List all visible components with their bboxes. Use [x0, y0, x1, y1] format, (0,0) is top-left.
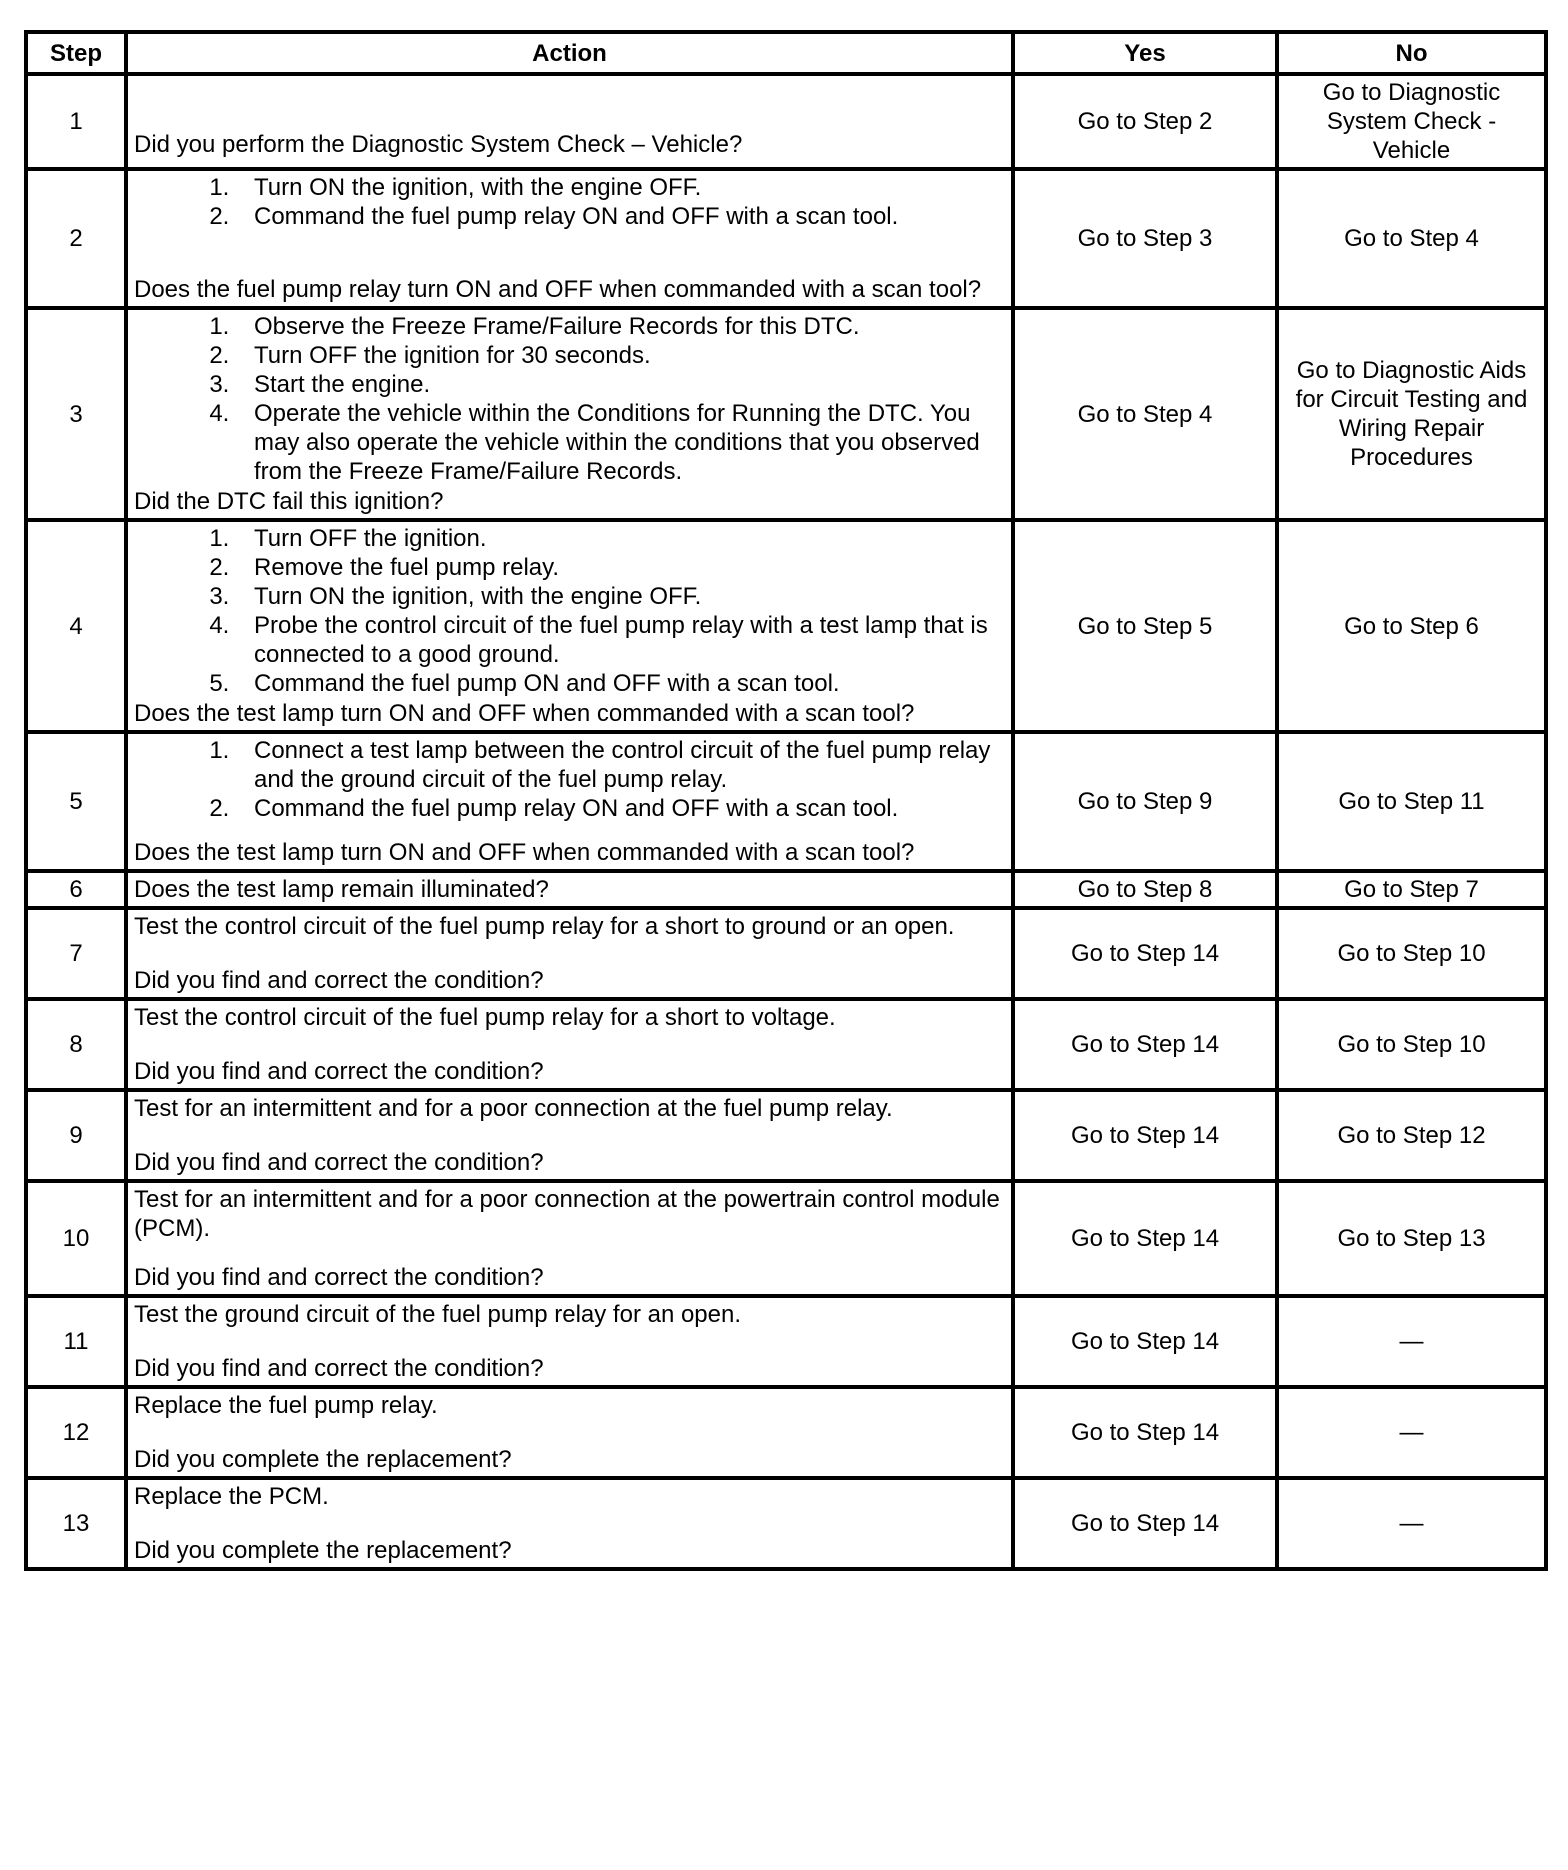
no-result: — [1277, 1478, 1546, 1569]
procedure-list [134, 524, 1005, 698]
action-content [134, 1003, 1005, 1086]
action-cell [126, 999, 1013, 1090]
yes-result: Go to Step 3 [1013, 169, 1277, 308]
action-cell [126, 74, 1013, 169]
action-cell [126, 732, 1013, 871]
action-question: Did you complete the replacement? [134, 1446, 512, 1473]
procedure-step: 2. Remove the fuel pump relay. [236, 553, 1005, 582]
action-content [134, 1482, 1005, 1565]
yes-result: Go to Step 5 [1013, 520, 1277, 732]
procedure-step: 1. Turn ON the ignition, with the engine OFF. [236, 173, 1005, 202]
header-row [26, 32, 1546, 74]
action-instructions [134, 736, 1005, 823]
action-instructions [134, 1300, 1005, 1329]
action-cell [126, 908, 1013, 999]
action-cell [126, 1090, 1013, 1181]
procedure-step: 4. Operate the vehicle within the Conditions for Running the DTC. You may also operate the vehicle within the conditions that you observed from the Freeze Frame/Failure Records. [236, 399, 1005, 486]
step-number: 2 [26, 169, 126, 308]
header-no: No [1277, 32, 1546, 74]
action-intro: Test for an intermittent and for a poor connection at the powertrain control module (PCM). [134, 1186, 1000, 1242]
step-number: 4 [26, 520, 126, 732]
step-number: 13 [26, 1478, 126, 1569]
yes-result: Go to Step 14 [1013, 1387, 1277, 1478]
no-result: Go to Step 13 [1277, 1181, 1546, 1296]
action-content [134, 312, 1005, 516]
action-instructions [134, 1094, 1005, 1123]
table-row [26, 520, 1546, 732]
table-row [26, 1387, 1546, 1478]
no-result: Go to Step 4 [1277, 169, 1546, 308]
step-number: 9 [26, 1090, 126, 1181]
procedure-step: 1. Observe the Freeze Frame/Failure Records for this DTC. [236, 312, 1005, 341]
action-cell [126, 520, 1013, 732]
action-intro: Replace the fuel pump relay. [134, 1392, 438, 1419]
action-question: Did you find and correct the condition? [134, 1355, 544, 1382]
step-number: 7 [26, 908, 126, 999]
action-instructions [134, 1482, 1005, 1511]
table-row [26, 871, 1546, 908]
yes-result: Go to Step 2 [1013, 74, 1277, 169]
step-number: 8 [26, 999, 126, 1090]
action-instructions [134, 912, 1005, 941]
yes-result: Go to Step 14 [1013, 999, 1277, 1090]
step-number: 11 [26, 1296, 126, 1387]
action-cell [126, 871, 1013, 908]
yes-result: Go to Step 14 [1013, 1296, 1277, 1387]
table-row [26, 908, 1546, 999]
yes-result: Go to Step 9 [1013, 732, 1277, 871]
action-content [134, 85, 1005, 159]
action-question: Did you perform the Diagnostic System Check – Vehicle? [134, 130, 743, 158]
action-question: Did you find and correct the condition? [134, 1264, 544, 1291]
no-result: Go to Step 10 [1277, 999, 1546, 1090]
yes-result: Go to Step 14 [1013, 1090, 1277, 1181]
procedure-step: 5. Command the fuel pump ON and OFF with a scan tool. [236, 669, 1005, 698]
yes-result: Go to Step 14 [1013, 1181, 1277, 1296]
action-content [134, 875, 1005, 904]
table-row [26, 1090, 1546, 1181]
yes-result: Go to Step 4 [1013, 308, 1277, 520]
action-intro: Test the ground circuit of the fuel pump relay for an open. [134, 1301, 742, 1328]
action-intro: Test the control circuit of the fuel pump relay for a short to ground or an open. [134, 913, 955, 940]
procedure-step: 1. Turn OFF the ignition. [236, 524, 1005, 553]
procedure-step: 4. Probe the control circuit of the fuel pump relay with a test lamp that is connected to a good ground. [236, 611, 1005, 669]
action-cell [126, 308, 1013, 520]
action-content [134, 1391, 1005, 1474]
step-number: 12 [26, 1387, 126, 1478]
no-result: Go to Step 6 [1277, 520, 1546, 732]
header-action: Action [126, 32, 1013, 74]
action-question: Did you complete the replacement? [134, 1537, 512, 1564]
action-question: Did you find and correct the condition? [134, 967, 544, 994]
step-number: 6 [26, 871, 126, 908]
header-step: Step [26, 32, 126, 74]
table-row [26, 1478, 1546, 1569]
procedure-step: 3. Start the engine. [236, 370, 1005, 399]
no-result: Go to Step 11 [1277, 732, 1546, 871]
step-number: 10 [26, 1181, 126, 1296]
step-number: 1 [26, 74, 126, 169]
action-cell [126, 169, 1013, 308]
action-question: Does the test lamp turn ON and OFF when commanded with a scan tool? [134, 700, 915, 727]
yes-result: Go to Step 14 [1013, 1478, 1277, 1569]
header-yes: Yes [1013, 32, 1277, 74]
action-cell [126, 1387, 1013, 1478]
table-row [26, 169, 1546, 308]
no-result: Go to Step 7 [1277, 871, 1546, 908]
action-instructions [134, 524, 1005, 698]
table-row [26, 732, 1546, 871]
procedure-list [134, 736, 1005, 823]
table-row [26, 74, 1546, 169]
action-cell [126, 1181, 1013, 1296]
action-content [134, 524, 1005, 728]
action-question: Did you find and correct the condition? [134, 1058, 544, 1085]
step-number: 5 [26, 732, 126, 871]
no-result: Go to Step 12 [1277, 1090, 1546, 1181]
action-instructions [134, 1003, 1005, 1032]
action-question: Did the DTC fail this ignition? [134, 488, 444, 515]
procedure-step: 1. Connect a test lamp between the control circuit of the fuel pump relay and the ground circuit of the fuel pump relay. [236, 736, 1005, 794]
action-content [134, 173, 1005, 304]
action-question: Does the fuel pump relay turn ON and OFF when commanded with a scan tool? [134, 276, 982, 303]
action-question: Does the test lamp remain illuminated? [134, 876, 549, 903]
procedure-step: 3. Turn ON the ignition, with the engine OFF. [236, 582, 1005, 611]
step-number: 3 [26, 308, 126, 520]
table-row [26, 999, 1546, 1090]
action-cell [126, 1478, 1013, 1569]
action-instructions [134, 1391, 1005, 1420]
action-instructions [134, 173, 1005, 231]
no-result: Go to Step 10 [1277, 908, 1546, 999]
action-intro: Replace the PCM. [134, 1483, 329, 1510]
no-result: Go to Diagnostic Aids for Circuit Testing and Wiring Repair Procedures [1277, 308, 1546, 520]
action-content [134, 736, 1005, 867]
no-result: — [1277, 1296, 1546, 1387]
table-row [26, 1296, 1546, 1387]
action-intro: Test the control circuit of the fuel pump relay for a short to voltage. [134, 1004, 836, 1031]
procedure-step: 2. Command the fuel pump relay ON and OFF with a scan tool. [236, 794, 1005, 823]
action-cell [126, 1296, 1013, 1387]
yes-result: Go to Step 8 [1013, 871, 1277, 908]
action-content [134, 1185, 1005, 1292]
action-instructions [134, 312, 1005, 486]
action-content [134, 1094, 1005, 1177]
procedure-step: 2. Turn OFF the ignition for 30 seconds. [236, 341, 1005, 370]
no-result: — [1277, 1387, 1546, 1478]
diagnostic-table [24, 30, 1548, 1571]
yes-result: Go to Step 14 [1013, 908, 1277, 999]
action-question: Does the test lamp turn ON and OFF when commanded with a scan tool? [134, 839, 915, 866]
procedure-list [134, 312, 1005, 486]
action-content [134, 912, 1005, 995]
no-result: Go to Diagnostic System Check - Vehicle [1277, 74, 1546, 169]
action-instructions [134, 1185, 1005, 1243]
procedure-list [134, 173, 1005, 231]
procedure-step: 2. Command the fuel pump relay ON and OFF with a scan tool. [236, 202, 1005, 231]
table-row [26, 308, 1546, 520]
action-content [134, 1300, 1005, 1383]
action-intro: Test for an intermittent and for a poor connection at the fuel pump relay. [134, 1095, 893, 1122]
table-row [26, 1181, 1546, 1296]
action-question: Did you find and correct the condition? [134, 1149, 544, 1176]
